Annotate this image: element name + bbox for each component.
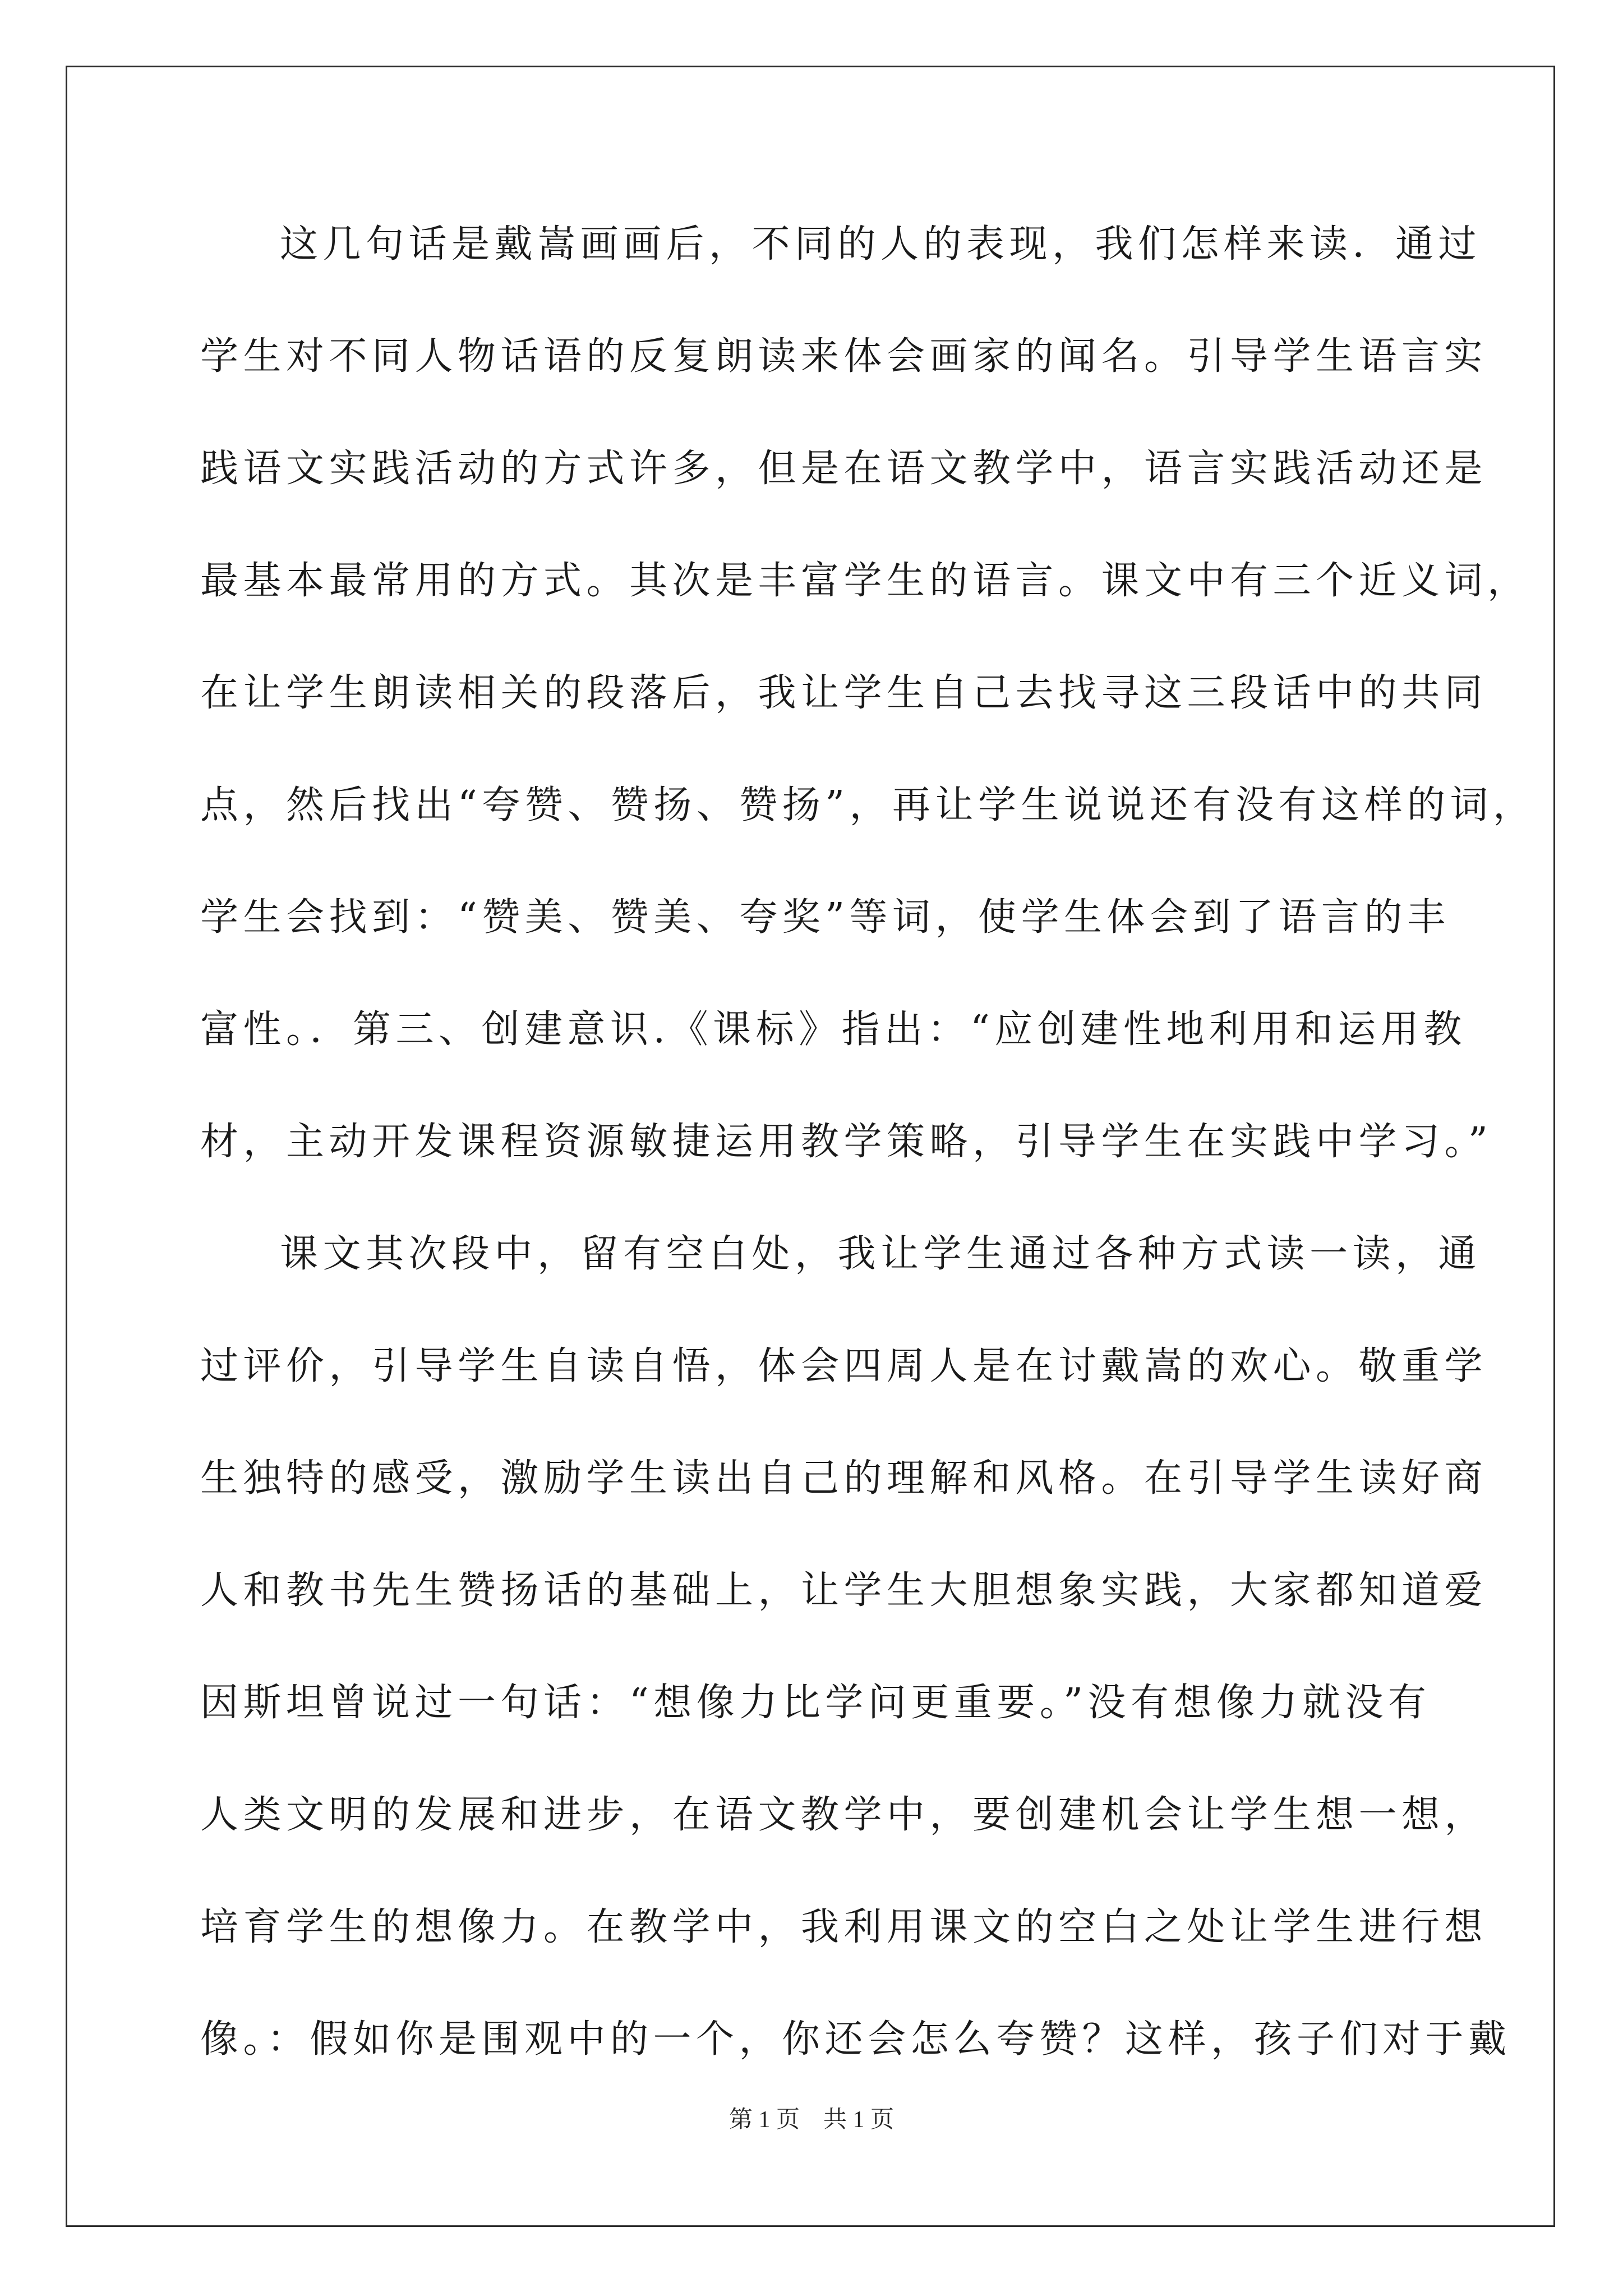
text-line: 学生会找到：“赞美、赞美、夸奖”等词，使学生体会到了语言的丰 (200, 895, 1450, 940)
text-line: 富性。．第三、创建意识.《课标》指出：“应创建性地利用和运用教 (200, 1007, 1467, 1052)
text-line: 像。：假如你是围观中的一个，你还会怎么夸赞？这样，孩子们对于戴 (200, 2017, 1511, 2062)
text-line: 过评价，引导学生自读自悟，体会四周人是在讨戴嵩的欢心。敬重学 (200, 1344, 1488, 1388)
document-body (200, 219, 1536, 2126)
text-line: 培育学生的想像力。在教学中，我利用课文的空白之处让学生进行想 (200, 1905, 1488, 1949)
text-line: 因斯坦曾说过一句话：“想像力比学问更重要。”没有想像力就没有 (200, 1681, 1431, 1725)
text-line: 人类文明的发展和进步，在语文教学中，要创建机会让学生想一想， (200, 1793, 1488, 1837)
text-line: 这几句话是戴嵩画画后，不同的人的表现，我们怎样来读．通过 (280, 222, 1482, 266)
text-line: 学生对不同人物话语的反复朗读来体会画家的闻名。引导学生语言实 (200, 334, 1488, 379)
text-line: 践语文实践活动的方式许多，但是在语文教学中，语言实践活动还是 (200, 447, 1488, 491)
text-line: 课文其次段中，留有空白处，我让学生通过各种方式读一读，通 (280, 1232, 1482, 1276)
text-line: 生独特的感受，激励学生读出自己的理解和风格。在引导学生读好商 (200, 1456, 1488, 1501)
text-line: 人和教书先生赞扬话的基础上，让学生大胆想象实践，大家都知道爱 (200, 1568, 1488, 1613)
text-line: 点，然后找出“夸赞、赞扬、赞扬”，再让学生说说还有没有这样的词， (200, 783, 1536, 827)
text-line: 材，主动开发课程资源敏捷运用教学策略，引导学生在实践中学习。” (200, 1120, 1493, 1164)
page-number-footer: 第 1 页 共 1 页 (728, 2107, 894, 2133)
text-line: 在让学生朗读相关的段落后，我让学生自己去找寻这三段话中的共同 (200, 671, 1488, 715)
text-line: 最基本最常用的方式。其次是丰富学生的语言。课文中有三个近义词， (200, 559, 1530, 603)
